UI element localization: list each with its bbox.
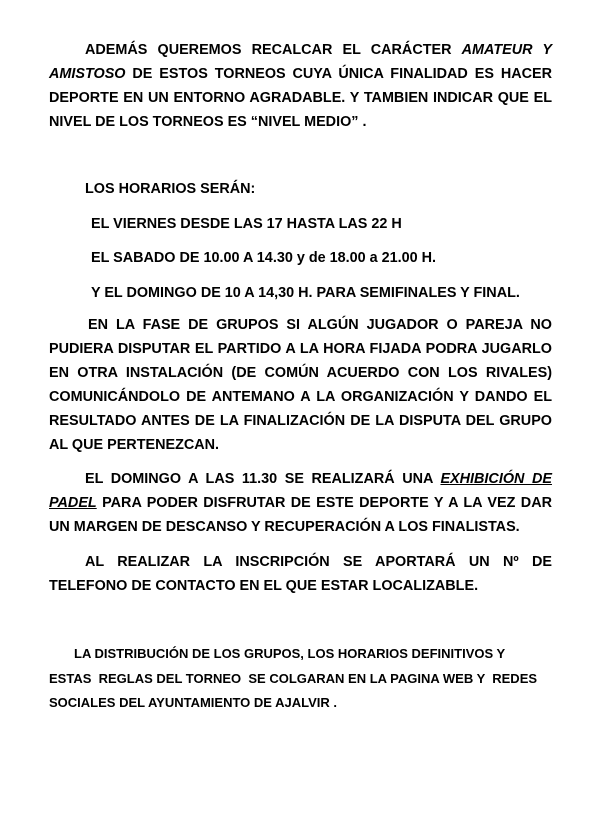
paragraph-text: PARA PODER DISFRUTAR DE ESTE DEPORTE Y A LA VEZ DAR UN MARGEN DE DESCANSO Y RECUPERACIÓN A LOS FINALISTAS.: [49, 495, 552, 535]
emphasis-amateur-amistoso: AMATEUR Y AMISTOSO: [49, 42, 552, 82]
horarios-heading-text: LOS HORARIOS SERÁN:: [85, 181, 256, 197]
paragraph-text: AL REALIZAR LA INSCRIPCIÓN SE APORTARÁ UN Nº DE TELEFONO DE CONTACTO EN EL QUE ESTAR LOCALIZABLE.: [49, 554, 552, 594]
horario-viernes-text: EL VIERNES DESDE LAS 17 HASTA LAS 22 H: [91, 216, 402, 232]
distribucion-line-text: LA DISTRIBUCIÓN DE LOS GRUPOS, LOS HORARIOS DEFINITIVOS Y: [74, 646, 506, 661]
horarios-heading: [49, 177, 552, 201]
horario-viernes: [49, 212, 552, 236]
paragraph-text: DE ESTOS TORNEOS CUYA ÚNICA FINALIDAD ES HACER DEPORTE EN UN ENTORNO AGRADABLE. Y TAMBIEN INDICAR QUE EL NIVEL DE LOS TORNEOS ES “NIVEL MEDIO” .: [49, 66, 552, 130]
horario-domingo-text: Y EL DOMINGO DE 10 A 14,30 H. PARA SEMIFINALES Y FINAL.: [91, 285, 520, 301]
distribucion-line: [49, 642, 552, 667]
emphasis-exhibicion-padel: EXHIBICIÓN DE PADEL: [49, 471, 552, 511]
distribucion-line: ESTAS REGLAS DEL TORNEO SE COLGARAN EN LA PAGINA WEB Y REDES: [49, 670, 538, 686]
paragraph-text: EL DOMINGO A LAS 11.30 SE REALIZARÁ UNA: [85, 471, 441, 487]
paragraph-text: ADEMÁS QUEREMOS RECALCAR EL CARÁCTER: [85, 42, 462, 58]
distribucion-line: SOCIALES DEL AYUNTAMIENTO DE AJALVIR .: [49, 695, 337, 710]
horario-sabado: [49, 246, 552, 270]
horario-domingo: [49, 281, 552, 305]
paragraph-fase-grupos: [49, 313, 552, 457]
paragraph-caracter-amateur: [49, 38, 552, 134]
paragraph-text: EN LA FASE DE GRUPOS SI ALGÚN JUGADOR O PAREJA NO PUDIERA DISPUTAR EL PARTIDO A LA HORA FIJADA PODRA JUGARLO EN OTRA INSTALACIÓN (DE COMÚN ACUERDO CON LOS RIVALES) COMUNICÁNDOLO DE ANTEMANO A LA ORGANIZACIÓN Y DANDO EL RESULTADO ANTES DE LA FINALIZACIÓN DE LA DISPUTA DEL GRUPO AL QUE PERTENEZCAN.: [49, 317, 552, 453]
horario-sabado-text: EL SABADO DE 10.00 A 14.30 y de 18.00 a 21.00 H.: [91, 250, 437, 266]
paragraph-distribucion: [49, 642, 552, 716]
paragraph-inscripcion: [49, 550, 552, 598]
paragraph-exhibicion: [49, 467, 552, 539]
